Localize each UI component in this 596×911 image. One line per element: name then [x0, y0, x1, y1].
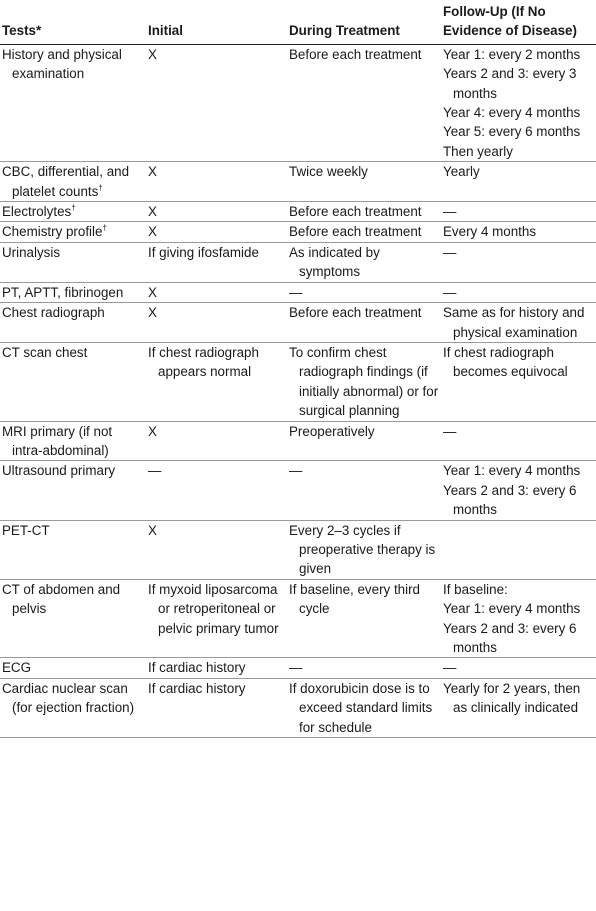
- test-name-text: Chemistry profile: [2, 224, 103, 240]
- cell-test: [0, 202, 146, 222]
- cell-follow-up: [441, 579, 596, 658]
- cell-initial-line: X: [148, 284, 157, 300]
- test-name-text: Cardiac nuclear scan (for ejection fraction): [2, 680, 135, 716]
- table-row: [0, 202, 596, 222]
- footnote-marker: †: [71, 203, 76, 213]
- cell-test: [0, 242, 146, 282]
- cell-follow-up: [441, 678, 596, 737]
- header-during-treatment: During Treatment: [287, 0, 441, 44]
- cell-test: [0, 162, 146, 202]
- cell-initial: [146, 282, 287, 302]
- cell-during-treatment-line: If doxorubicin dose is to exceed standard limits for schedule: [289, 680, 433, 735]
- cell-initial: [146, 461, 287, 520]
- table-row: [0, 421, 596, 461]
- header-tests: Tests*: [0, 0, 146, 44]
- cell-initial: [146, 658, 287, 678]
- test-name: [2, 580, 144, 619]
- cell-initial: [146, 44, 287, 161]
- cell-initial-line: X: [148, 46, 157, 62]
- test-name: [2, 521, 144, 540]
- test-name-text: MRI primary (if not intra-abdominal): [2, 423, 113, 458]
- test-name-text: ECG: [2, 660, 32, 676]
- cell-during-treatment: [287, 44, 441, 161]
- cell-during-treatment: [287, 658, 441, 678]
- cell-during-treatment: [287, 342, 441, 421]
- table-row: [0, 579, 596, 658]
- test-name: [2, 162, 144, 201]
- cell-test: [0, 44, 146, 161]
- cell-during-treatment: [287, 579, 441, 658]
- cell-follow-up: [441, 222, 596, 242]
- cell-initial: [146, 342, 287, 421]
- cell-test: [0, 678, 146, 737]
- cell-initial-line: X: [148, 204, 157, 220]
- test-name-text: PT, APTT, fibrinogen: [2, 284, 124, 300]
- test-name: [2, 343, 144, 362]
- test-name-text: Ultrasound primary: [2, 463, 116, 479]
- cell-during-treatment: [287, 461, 441, 520]
- cell-follow-up-line: Yearly: [443, 164, 480, 180]
- header-follow-up: Follow-Up (If No Evidence of Disease): [441, 0, 596, 44]
- table-row: [0, 342, 596, 421]
- cell-follow-up-line: Same as for history and physical examination: [443, 305, 585, 340]
- cell-during-treatment-line: Every 2–3 cycles if preoperative therapy is given: [289, 522, 436, 577]
- cell-follow-up: [441, 282, 596, 302]
- cell-test: [0, 303, 146, 343]
- cell-during-treatment: [287, 303, 441, 343]
- table-row: [0, 242, 596, 282]
- cell-follow-up-line: If baseline:: [443, 581, 508, 597]
- cell-during-treatment-line: —: [289, 284, 303, 300]
- cell-test: [0, 461, 146, 520]
- cell-test: [0, 421, 146, 461]
- cell-follow-up: [441, 461, 596, 520]
- cell-initial-line: X: [148, 224, 157, 240]
- test-name-text: CBC, differential, and platelet counts: [2, 164, 130, 199]
- cell-during-treatment: [287, 282, 441, 302]
- cell-during-treatment-line: As indicated by symptoms: [289, 244, 380, 280]
- cell-follow-up-line: Year 1: every 4 months: [443, 463, 581, 479]
- cell-follow-up-line: Year 5: every 6 months: [443, 124, 581, 140]
- cell-during-treatment: [287, 222, 441, 242]
- cell-initial-line: X: [148, 522, 157, 538]
- cell-follow-up-line: Yearly for 2 years, then as clinically indicated: [443, 680, 581, 716]
- cell-initial: [146, 242, 287, 282]
- cell-during-treatment: [287, 520, 441, 579]
- cell-during-treatment-line: To confirm chest radiograph findings (if initially abnormal) or for surgical planning: [289, 344, 439, 419]
- cell-initial-line: —: [148, 463, 162, 479]
- header-initial: Initial: [146, 0, 287, 44]
- cell-during-treatment: [287, 242, 441, 282]
- table-row: [0, 44, 596, 161]
- cell-follow-up-line: Years 2 and 3: every 6 months: [443, 620, 577, 655]
- cell-initial: [146, 162, 287, 202]
- cell-during-treatment-line: Before each treatment: [289, 204, 422, 220]
- cell-follow-up: [441, 342, 596, 421]
- table-row: [0, 162, 596, 202]
- cell-test: [0, 342, 146, 421]
- header-row: [0, 0, 596, 44]
- cell-follow-up: [441, 658, 596, 678]
- cell-follow-up: [441, 202, 596, 222]
- table-row: [0, 658, 596, 678]
- table-row: [0, 678, 596, 737]
- cell-initial: [146, 202, 287, 222]
- cell-test: [0, 282, 146, 302]
- cell-initial: [146, 222, 287, 242]
- cell-during-treatment: [287, 678, 441, 737]
- cell-initial: [146, 421, 287, 461]
- cell-during-treatment-line: Before each treatment: [289, 46, 422, 62]
- test-name: [2, 679, 144, 718]
- cell-test: [0, 222, 146, 242]
- cell-initial-line: If giving ifosfamide: [148, 244, 259, 260]
- test-name-text: Electrolytes: [2, 204, 72, 220]
- test-name: [2, 658, 144, 677]
- test-name-text: Chest radiograph: [2, 305, 105, 321]
- test-name: [2, 222, 144, 241]
- table-row: [0, 282, 596, 302]
- cell-during-treatment: [287, 202, 441, 222]
- cell-follow-up: [441, 242, 596, 282]
- footnote-marker: †: [102, 224, 107, 233]
- cell-during-treatment-line: —: [289, 463, 303, 479]
- cell-during-treatment-line: Before each treatment: [289, 224, 422, 240]
- cell-follow-up: [441, 303, 596, 343]
- table-row: [0, 222, 596, 242]
- table-body: [0, 44, 596, 737]
- table-row: [0, 303, 596, 343]
- cell-follow-up: [441, 162, 596, 202]
- cell-follow-up-line: Then yearly: [443, 143, 513, 159]
- test-name: [2, 461, 144, 480]
- cell-follow-up-line: —: [443, 660, 457, 676]
- cell-follow-up-line: Year 1: every 2 months: [443, 46, 581, 62]
- cell-initial-line: X: [148, 305, 157, 321]
- cell-follow-up-line: —: [443, 204, 457, 220]
- test-name-text: History and physical examination: [2, 46, 122, 82]
- table-row: [0, 520, 596, 579]
- cell-initial-line: X: [148, 423, 157, 439]
- cell-follow-up-line: —: [443, 423, 457, 439]
- cell-during-treatment-line: Before each treatment: [289, 305, 422, 321]
- cell-follow-up: [441, 421, 596, 461]
- cell-follow-up-line: Years 2 and 3: every 6 months: [443, 482, 577, 518]
- cell-follow-up-line: —: [443, 284, 457, 300]
- cell-initial-line: If myxoid liposarcoma or retroperitoneal or pelvic primary tumor: [148, 581, 279, 636]
- cell-during-treatment-line: Preoperatively: [289, 423, 375, 439]
- cell-follow-up-line: Year 4: every 4 months: [443, 105, 581, 121]
- cell-during-treatment: [287, 421, 441, 461]
- cell-during-treatment-line: —: [289, 660, 303, 676]
- test-name: [2, 422, 144, 461]
- test-name-text: CT scan chest: [2, 344, 88, 360]
- cell-initial: [146, 579, 287, 658]
- cell-initial-line: If cardiac history: [148, 680, 246, 696]
- test-name-text: PET-CT: [2, 522, 50, 538]
- cell-initial: [146, 303, 287, 343]
- table-row: [0, 461, 596, 520]
- cell-follow-up-line: Every 4 months: [443, 224, 537, 240]
- cell-during-treatment-line: If baseline, every third cycle: [289, 581, 420, 617]
- cell-follow-up-line: —: [443, 244, 457, 260]
- cell-initial: [146, 520, 287, 579]
- cell-during-treatment: [287, 162, 441, 202]
- test-name: [2, 202, 144, 221]
- cell-initial: [146, 678, 287, 737]
- cell-initial-line: If chest radiograph appears normal: [148, 344, 259, 380]
- test-name: [2, 45, 144, 84]
- test-name: [2, 283, 144, 302]
- footnote-marker: †: [98, 183, 103, 193]
- test-name: [2, 243, 144, 262]
- cell-follow-up-line: Year 1: every 4 months: [443, 601, 581, 617]
- test-name: [2, 303, 144, 322]
- cell-test: [0, 658, 146, 678]
- cell-follow-up-line: If chest radiograph becomes equivocal: [443, 344, 568, 380]
- test-name-text: Urinalysis: [2, 244, 61, 260]
- cell-follow-up: [441, 520, 596, 579]
- cell-follow-up: [441, 44, 596, 161]
- cell-test: [0, 520, 146, 579]
- cell-follow-up-line: Years 2 and 3: every 3 months: [443, 66, 577, 101]
- test-name-text: CT of abdomen and pelvis: [2, 581, 121, 617]
- cell-initial-line: X: [148, 164, 157, 180]
- cell-initial-line: If cardiac history: [148, 660, 246, 676]
- cell-test: [0, 579, 146, 658]
- cell-during-treatment-line: Twice weekly: [289, 164, 368, 180]
